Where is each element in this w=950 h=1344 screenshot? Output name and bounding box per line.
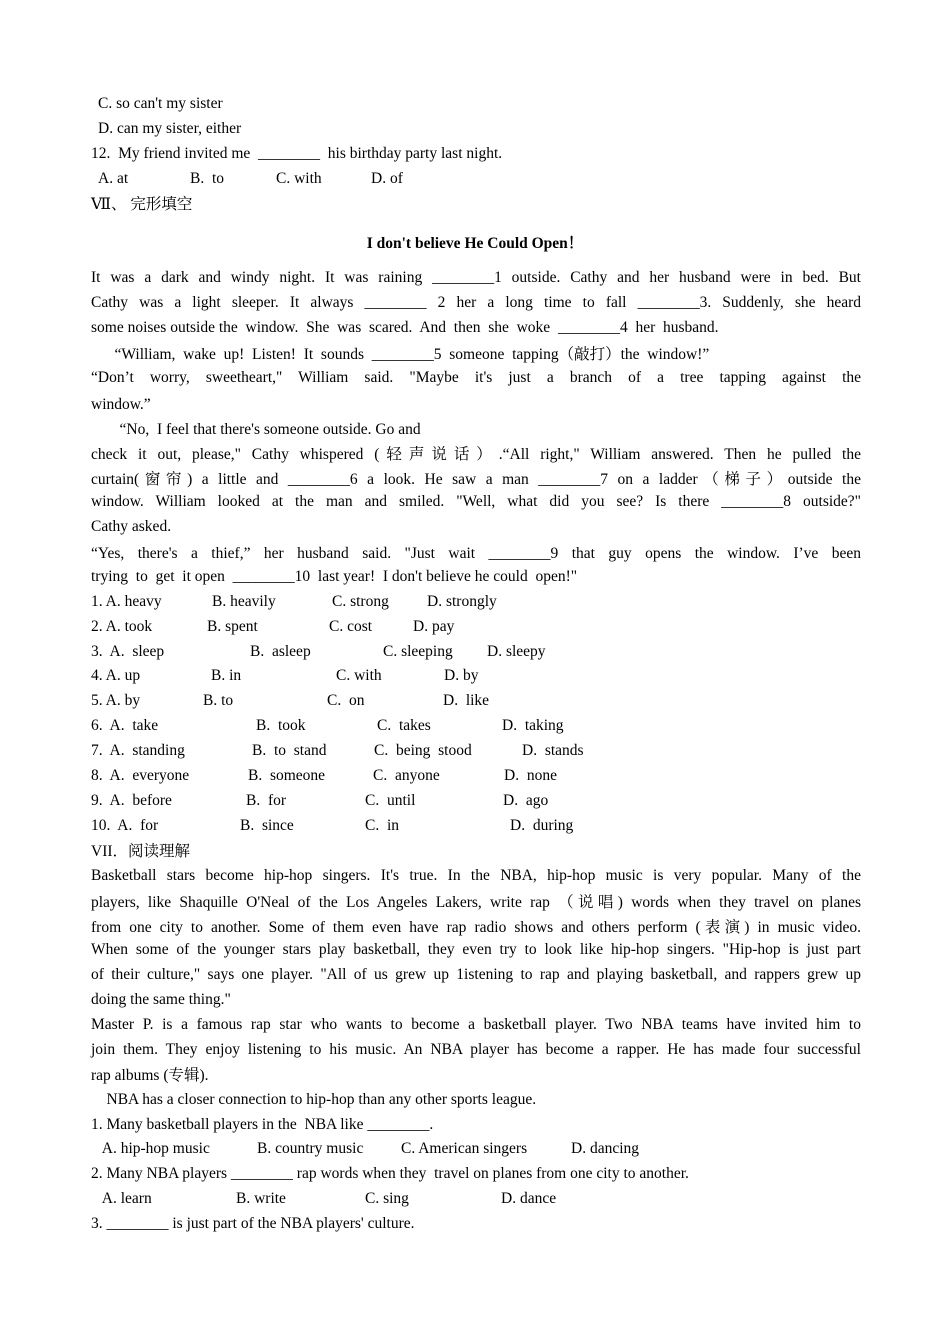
cloze-option: 5. A. by bbox=[91, 692, 141, 709]
cloze-option: B. asleep bbox=[250, 643, 311, 660]
reading-line: Basketball stars become hip-hop singers. It's true. In the NBA, hip-hop music is very popular. Many of the bbox=[91, 867, 861, 884]
story-line: check it out, please," Cathy whispered (轻声说话）.“All right," William answered. Then he pulled the bbox=[91, 446, 861, 463]
cloze-option: D. like bbox=[443, 692, 490, 709]
cloze-option: D. pay bbox=[413, 618, 455, 635]
cloze-option: 6. A. take bbox=[91, 717, 159, 734]
cloze-option: B. someone bbox=[248, 767, 326, 784]
cloze-option: B. heavily bbox=[212, 593, 276, 610]
cloze-option: C. in bbox=[365, 817, 400, 834]
q12-option-c: C. with bbox=[276, 170, 322, 187]
cloze-option: C. takes bbox=[377, 717, 431, 734]
story-line: Cathy was a light sleeper. It always ________ 2 her a long time to fall ________3. Suddenly, she heard bbox=[91, 294, 861, 311]
cloze-option: D. stands bbox=[522, 742, 584, 759]
q12-option-a: A. at bbox=[98, 170, 129, 187]
reading-q1-option-d: D. dancing bbox=[571, 1140, 640, 1157]
q12-stem: 12. My friend invited me ________ his birthday party last night. bbox=[91, 145, 503, 162]
reading-line: of their culture," says one player. "All of us grew up 1istening to rap and playing basketball, and rappers grew up bbox=[91, 966, 861, 983]
cloze-option: 4. A. up bbox=[91, 667, 141, 684]
story-line: trying to get it open ________10 last year! I don't believe he could open!" bbox=[91, 568, 578, 585]
cloze-option: B. since bbox=[240, 817, 294, 834]
cloze-option: B. to stand bbox=[252, 742, 327, 759]
reading-q2-option-d: D. dance bbox=[501, 1190, 557, 1207]
cloze-option: 1. A. heavy bbox=[91, 593, 162, 610]
story-title: I don't believe He Could Open！ bbox=[366, 235, 584, 252]
cloze-option: D. during bbox=[510, 817, 574, 834]
cloze-option: B. spent bbox=[207, 618, 258, 635]
cloze-option: 7. A. standing bbox=[91, 742, 185, 759]
reading-q1-option-b: B. country music bbox=[257, 1140, 364, 1157]
cloze-option: D. ago bbox=[503, 792, 549, 809]
q11-option-d: D. can my sister, either bbox=[98, 120, 242, 137]
cloze-option: C. cost bbox=[329, 618, 373, 635]
cloze-option: D. none bbox=[504, 767, 557, 784]
story-line: “Don’t worry, sweetheart," William said. "Maybe it's just a branch of a tree tapping against the bbox=[91, 369, 861, 386]
cloze-option: C. strong bbox=[332, 593, 389, 610]
story-line: “William, wake up! Listen! It sounds ________5 someone tapping（敲打）the window!” bbox=[99, 346, 710, 363]
reading-q2-option-b: B. write bbox=[236, 1190, 286, 1207]
reading-line: rap albums (专辑). bbox=[91, 1067, 209, 1084]
cloze-option: 2. A. took bbox=[91, 618, 153, 635]
section-heading-reading: VII．阅读理解 bbox=[91, 843, 191, 860]
reading-q1-option-a: A. hip-hop music bbox=[91, 1140, 210, 1157]
story-line: “Yes, there's a thief,” her husband said. "Just wait ________9 that guy opens the window. I’ve been bbox=[91, 545, 861, 562]
reading-line: NBA has a closer connection to hip-hop than any other sports league. bbox=[91, 1091, 537, 1108]
reading-question-1: 1. Many basketball players in the NBA like ________. bbox=[91, 1116, 434, 1133]
story-line: curtain(窗帘) a little and ________6 a look. He saw a man ________7 on a ladder（梯子）outside the bbox=[91, 471, 861, 488]
cloze-option: B. to bbox=[203, 692, 234, 709]
reading-q1-option-c: C. American singers bbox=[401, 1140, 528, 1157]
cloze-option: 9. A. before bbox=[91, 792, 172, 809]
reading-q2-option-a: A. learn bbox=[91, 1190, 152, 1207]
reading-question-3: 3. ________ is just part of the NBA players' culture. bbox=[91, 1215, 415, 1232]
cloze-option: C. with bbox=[336, 667, 382, 684]
section-heading-cloze: Ⅶ、 完形填空 bbox=[91, 196, 193, 213]
cloze-option: D. taking bbox=[502, 717, 564, 734]
reading-line: join them. They enjoy listening to his music. An NBA player has become a rapper. He has made four successful bbox=[91, 1041, 861, 1058]
cloze-option: C. being stood bbox=[374, 742, 472, 759]
cloze-option: 3. A. sleep bbox=[91, 643, 165, 660]
reading-question-2: 2. Many NBA players ________ rap words when they travel on planes from one city to another. bbox=[91, 1165, 689, 1182]
reading-line: from one city to another. Some of them even have rap radio shows and others perform (表演) in music video. bbox=[91, 919, 861, 936]
cloze-option: C. until bbox=[365, 792, 416, 809]
cloze-option: C. anyone bbox=[373, 767, 440, 784]
reading-q2-option-c: C. sing bbox=[365, 1190, 409, 1207]
cloze-option: B. in bbox=[211, 667, 242, 684]
reading-line: Master P. is a famous rap star who wants to become a basketball player. Two NBA teams have invited him to bbox=[91, 1016, 861, 1033]
cloze-option: D. by bbox=[444, 667, 479, 684]
cloze-option: 10. A. for bbox=[91, 817, 159, 834]
q12-option-b: B. to bbox=[190, 170, 225, 187]
story-line: Cathy asked. bbox=[91, 518, 172, 535]
cloze-option: D. sleepy bbox=[487, 643, 546, 660]
cloze-option: D. strongly bbox=[427, 593, 497, 610]
q12-option-d: D. of bbox=[371, 170, 403, 187]
reading-line: When some of the younger stars play basketball, they even try to look like hip-hop singers. "Hip-hop is just part bbox=[91, 941, 861, 958]
cloze-option: C. on bbox=[327, 692, 365, 709]
cloze-option: B. took bbox=[256, 717, 306, 734]
story-line: some noises outside the window. She was scared. And then she woke ________4 her husband. bbox=[91, 319, 719, 336]
reading-line: doing the same thing." bbox=[91, 991, 231, 1008]
q11-option-c: C. so can't my sister bbox=[98, 95, 223, 112]
cloze-option: B. for bbox=[246, 792, 287, 809]
reading-line: players, like Shaquille O'Neal of the Los Angeles Lakers, write rap （说唱) words when they travel on planes bbox=[91, 894, 861, 911]
story-line: It was a dark and windy night. It was raining ________1 outside. Cathy and her husband were in bed. But bbox=[91, 269, 861, 286]
cloze-option: C. sleeping bbox=[383, 643, 453, 660]
story-line: window.” bbox=[91, 396, 151, 413]
story-line: window. William looked at the man and smiled. "Well, what did you see? Is there ________8 outside?" bbox=[91, 493, 861, 510]
story-line: “No, I feel that there's someone outside. Go and bbox=[104, 421, 421, 438]
cloze-option: 8. A. everyone bbox=[91, 767, 190, 784]
